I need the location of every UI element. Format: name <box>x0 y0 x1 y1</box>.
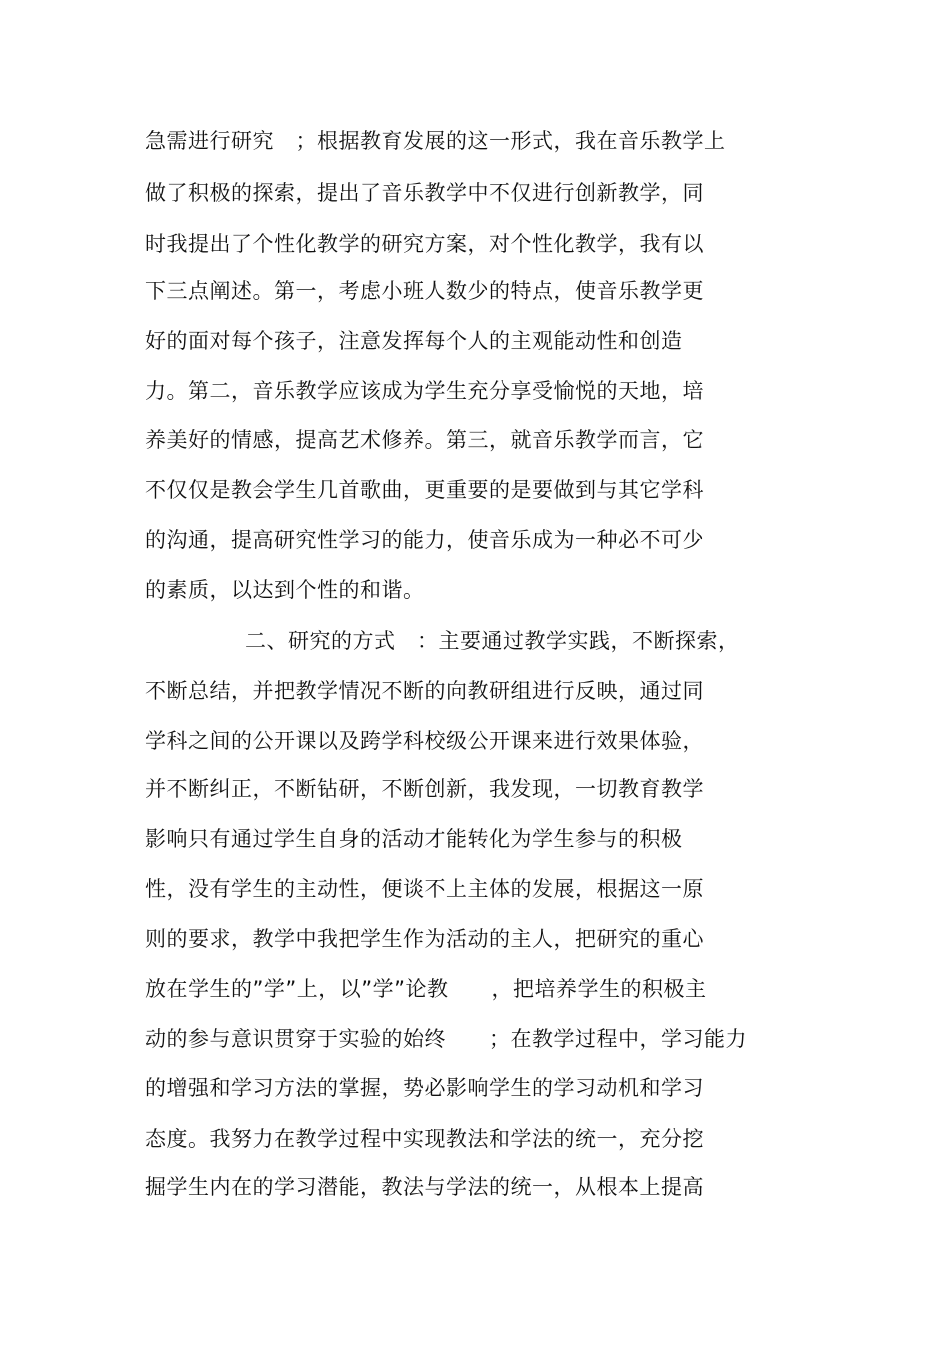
section-heading-line: 二、研究的方式 ：主要通过教学实践，不断探索， <box>245 629 740 653</box>
text-line: 时我提出了个性化教学的研究方案，对个性化教学，我有以 <box>145 232 704 256</box>
text-line: 做了积极的探索，提出了音乐教学中不仅进行创新教学，同 <box>145 181 704 205</box>
text-line: 掘学生内在的学习潜能，教法与学法的统一，从根本上提高 <box>145 1175 704 1199</box>
text-line: 放在学生的”学”上，以”学”论教 ，把培养学生的积极主 <box>145 977 707 1001</box>
text-line: 力。第二，音乐教学应该成为学生充分享受愉悦的天地，培 <box>145 379 704 403</box>
text-line: 则的要求，教学中我把学生作为活动的主人，把研究的重心 <box>145 927 704 951</box>
text-line: 急需进行研究 ；根据教育发展的这一形式，我在音乐教学上 <box>145 129 726 153</box>
text-line: 好的面对每个孩子，注意发挥每个人的主观能动性和创造 <box>145 329 683 353</box>
text-line: 不断总结，并把教学情况不断的向教研组进行反映，通过同 <box>145 679 704 703</box>
text-line: 动的参与意识贯穿于实验的始终 ；在教学过程中，学习能力 <box>145 1027 747 1051</box>
text-line: 的增强和学习方法的掌握，势必影响学生的学习动机和学习 <box>145 1076 704 1100</box>
text-line: 下三点阐述。第一，考虑小班人数少的特点，使音乐教学更 <box>145 279 704 303</box>
text-line: 的沟通，提高研究性学习的能力，使音乐成为一种必不可少 <box>145 528 704 552</box>
text-line: 养美好的情感，提高艺术修养。第三，就音乐教学而言，它 <box>145 428 704 452</box>
text-line: 影响只有通过学生自身的活动才能转化为学生参与的积极 <box>145 827 683 851</box>
text-line: 不仅仅是教会学生几首歌曲，更重要的是要做到与其它学科 <box>145 478 704 502</box>
text-line: 学科之间的公开课以及跨学科校级公开课来进行效果体验， <box>145 729 704 753</box>
text-line: 态度。我努力在教学过程中实现教法和学法的统一，充分挖 <box>145 1127 704 1151</box>
text-line: 的素质，以达到个性的和谐。 <box>145 578 425 602</box>
text-line: 性，没有学生的主动性，便谈不上主体的发展，根据这一原 <box>145 877 704 901</box>
text-line: 并不断纠正，不断钻研，不断创新，我发现，一切教育教学 <box>145 777 704 801</box>
